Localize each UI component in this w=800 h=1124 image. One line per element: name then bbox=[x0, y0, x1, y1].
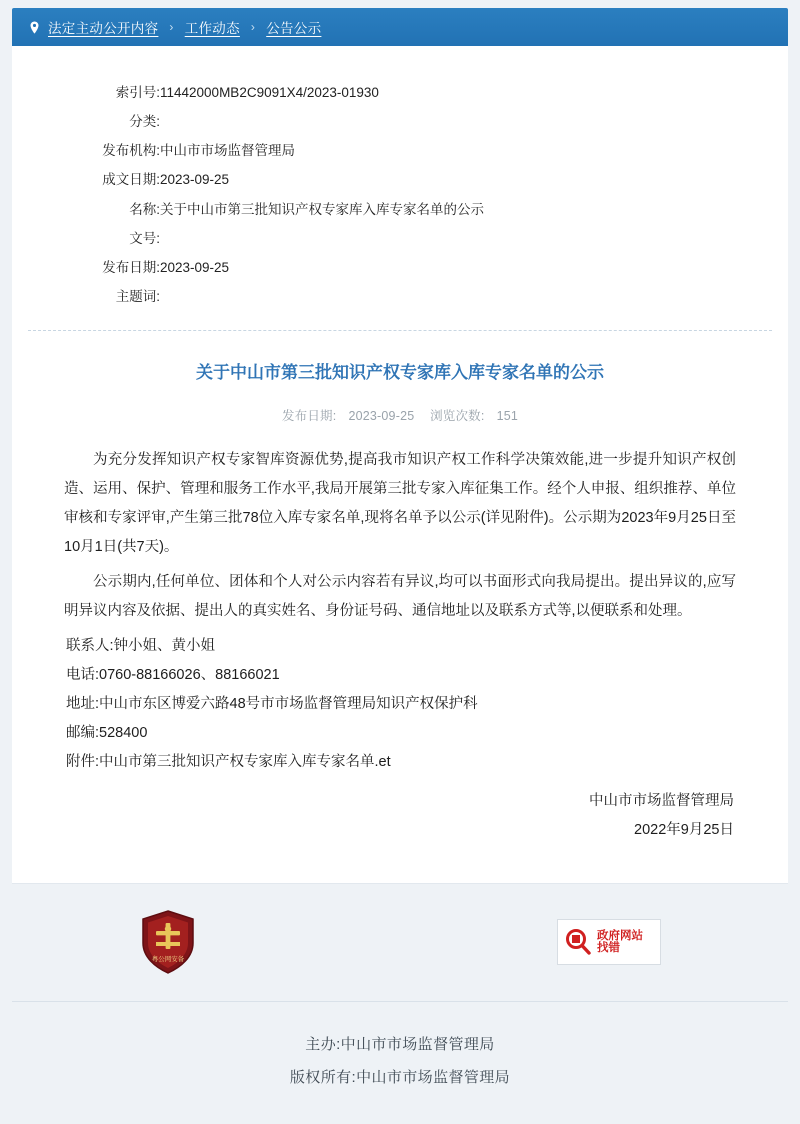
meta-value-publisher: 中山市市场监督管理局 bbox=[160, 143, 295, 158]
meta-key-category: 分类: bbox=[129, 113, 160, 129]
gov-badge-line1: 政府网站 bbox=[597, 929, 643, 942]
contact-address: 地址:中山市东区博爱六路48号市市场监督管理局知识产权保护科 bbox=[66, 695, 478, 712]
magnifier-icon bbox=[563, 927, 593, 957]
article-body bbox=[64, 446, 736, 845]
contact-phone: 电话:0760-88166026、88166021 bbox=[66, 666, 280, 683]
page-title: 关于中山市第三批知识产权专家库入库专家名单的公示 bbox=[196, 363, 604, 382]
article-paragraph-2: 公示期内,任何单位、团体和个人对公示内容若有异议,均可以书面形式向我局提出。提出异议的,应写明异议内容及依据、提出人的真实姓名、身份证号码、通信地址以及联系方式等,以便联系和处理。 bbox=[64, 573, 736, 619]
document-card bbox=[12, 46, 788, 883]
contact-block bbox=[64, 632, 736, 777]
footer-copyright-value: 中山市市场监督管理局 bbox=[356, 1068, 511, 1086]
article bbox=[12, 331, 788, 845]
table-row bbox=[68, 224, 732, 253]
location-pin-icon bbox=[28, 21, 41, 34]
breadcrumb-item-0[interactable]: 法定主动公开内容 bbox=[48, 21, 159, 36]
meta-key-doc-number: 文号: bbox=[129, 230, 160, 246]
table-row bbox=[68, 254, 732, 283]
article-submeta bbox=[64, 406, 736, 424]
table-row bbox=[68, 78, 732, 107]
attachment-line[interactable]: 附件:中山市第三批知识产权专家库入库专家名单.et bbox=[66, 753, 391, 770]
police-shield-badge-icon[interactable] bbox=[139, 909, 197, 975]
meta-table bbox=[68, 78, 732, 312]
svg-text:粤公网安备: 粤公网安备 bbox=[151, 956, 185, 964]
signature-org: 中山市市场监督管理局 bbox=[589, 792, 734, 809]
document-meta bbox=[28, 72, 772, 331]
table-row bbox=[68, 195, 732, 224]
meta-key-publish-date: 发布日期: bbox=[102, 260, 160, 275]
table-row bbox=[68, 283, 732, 312]
gov-badge-line2: 找错 bbox=[597, 942, 620, 955]
meta-key-name: 名称: bbox=[129, 201, 160, 217]
breadcrumb-item-1[interactable]: 工作动态 bbox=[184, 21, 240, 36]
signature bbox=[64, 787, 736, 845]
breadcrumb-separator: › bbox=[169, 20, 174, 34]
meta-value-index: 11442000MB2C9091X4/2023-01930 bbox=[160, 84, 379, 100]
meta-value-subject bbox=[160, 283, 732, 312]
meta-key-subject: 主题词: bbox=[115, 289, 160, 305]
meta-value-doc-number bbox=[160, 224, 732, 253]
publish-date-label: 发布日期: bbox=[281, 408, 337, 423]
breadcrumb-item-2[interactable]: 公告公示 bbox=[266, 21, 322, 36]
footer-host-label: 主办: bbox=[305, 1035, 341, 1053]
meta-value-publish-date: 2023-09-25 bbox=[160, 260, 230, 275]
meta-key-written-date: 成文日期: bbox=[102, 172, 160, 188]
meta-key-index: 索引号: bbox=[115, 84, 160, 100]
meta-value-category bbox=[160, 107, 732, 136]
publish-date-value: 2023-09-25 bbox=[348, 408, 415, 423]
meta-key-publisher: 发布机构: bbox=[102, 143, 160, 158]
breadcrumb bbox=[12, 8, 788, 46]
article-paragraph-1: 为充分发挥知识产权专家智库资源优势,提高我市知识产权工作科学决策效能,进一步提升知识产权创造、运用、保护、管理和服务工作水平,我局开展第三批专家入库征集工作。经个人申报、组织推荐、单位审核和专家评审,产生第三批78位入库专家名单,现将名单予以公示(详见附件)。公示期为2023年9月25日至10月1日(共7天)。 bbox=[64, 451, 736, 555]
table-row bbox=[68, 137, 732, 166]
breadcrumb-separator: › bbox=[250, 20, 256, 34]
contact-postcode: 邮编:528400 bbox=[66, 724, 148, 741]
table-row bbox=[68, 166, 732, 195]
signature-date: 2022年9月25日 bbox=[634, 821, 734, 838]
views-count: 151 bbox=[496, 408, 519, 423]
footer-copyright bbox=[12, 1061, 788, 1094]
contact-person: 联系人:钟小姐、黄小姐 bbox=[66, 637, 216, 654]
gov-website-error-report-badge[interactable] bbox=[557, 919, 661, 965]
meta-value-written-date: 2023-09-25 bbox=[160, 172, 230, 188]
views-label: 浏览次数: bbox=[430, 408, 485, 423]
footer-host-value: 中山市市场监督管理局 bbox=[340, 1035, 495, 1053]
table-row bbox=[68, 107, 732, 136]
footer-host bbox=[12, 1028, 788, 1061]
footer-copyright-label: 版权所有: bbox=[289, 1068, 357, 1086]
site-footer bbox=[12, 1001, 788, 1124]
meta-value-name: 关于中山市第三批知识产权专家库入库专家名单的公示 bbox=[160, 201, 484, 217]
footer-badges bbox=[12, 883, 788, 1001]
gov-badge-text bbox=[597, 930, 643, 956]
